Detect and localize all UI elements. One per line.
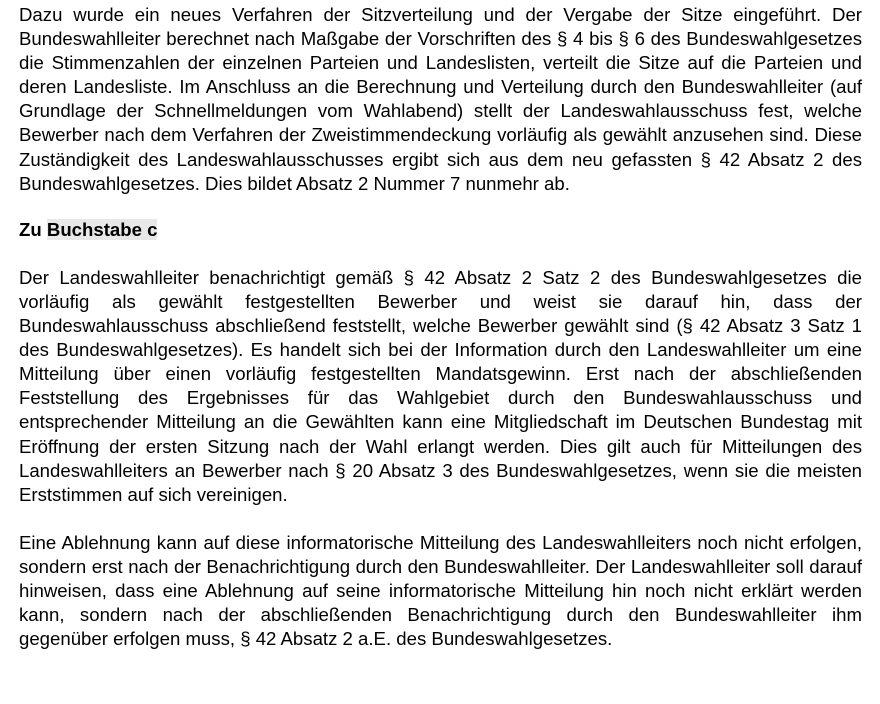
section-heading-highlight: Buchstabe c bbox=[46, 218, 158, 240]
paragraph-ablehnung: Eine Ablehnung kann auf diese informatorische Mitteilung des Landeswahlleiters noch nicht erfolgen, sondern erst nach der Benachrichtigung durch den Bundeswahlleiter. Der Landeswahlleiter soll darauf hinweisen, dass eine Ablehnung auf seine informatorische Mitteilung hin noch nicht erklärt werden kann, sondern nach der abschließenden Benachrichtigung durch den Bundeswahlleiter ihm gegenüber erfolgen muss, § 42 Absatz 2 a.E. des Bundeswahlgesetzes. bbox=[19, 531, 862, 650]
paragraph-benachrichtigung: Der Landeswahlleiter benachrichtigt gemäß § 42 Absatz 2 Satz 2 des Bundeswahlgesetzes die vorläufig als gewählt festgestellten Bewerber und weist sie darauf hin, dass der Bundeswahlausschuss abschließend feststellt, welche Bewerber gewählt sind (§ 42 Absatz 3 Satz 1 des Bundeswahlgesetzes). Es handelt sich bei der Information durch den Landeswahlleiter um eine Mitteilung über einen vorläufig festgestellten Mandatsgewinn. Erst nach der abschließenden Feststellung des Ergebnisses für das Wahlgebiet durch den Bundeswahlausschuss und entsprechender Mitteilung an die Gewählten kann eine Mitgliedschaft im Deutschen Bundestag mit Eröffnung der ersten Sitzung nach der Wahl erlangt werden. Dies gilt auch für Mitteilungen des Landeswahlleiters an Bewerber nach § 20 Absatz 3 des Bundeswahlgesetzes, wenn sie die meisten Erststimmen auf sich vereinigen. bbox=[19, 266, 862, 505]
paragraph-sitzverteilung: Dazu wurde ein neues Verfahren der Sitzverteilung und der Vergabe der Sitze eingeführt. Der Bundeswahlleiter berechnet nach Maßgabe der Vorschriften des § 4 bis § 6 des Bundeswahlgesetzes die Stimmenzahlen der einzelnen Parteien und Landeslisten, verteilt die Sitze auf die Parteien und deren Landesliste. Im Anschluss an die Berechnung und Verteilung durch den Bundeswahlleiter (auf Grundlage der Schnellmeldungen vom Wahlabend) stellt der Landeswahlausschuss fest, welche Bewerber nach dem Verfahren der Zweistimmendeckung vorläufig als gewählt anzusehen sind. Diese Zuständigkeit des Landeswahlausschusses ergibt sich aus dem neu gefassten § 42 Absatz 2 des Bundeswahlgesetzes. Dies bildet Absatz 2 Nummer 7 nunmehr ab. bbox=[19, 4, 862, 194]
section-heading-prefix: Zu bbox=[19, 218, 47, 240]
section-heading bbox=[19, 218, 862, 242]
